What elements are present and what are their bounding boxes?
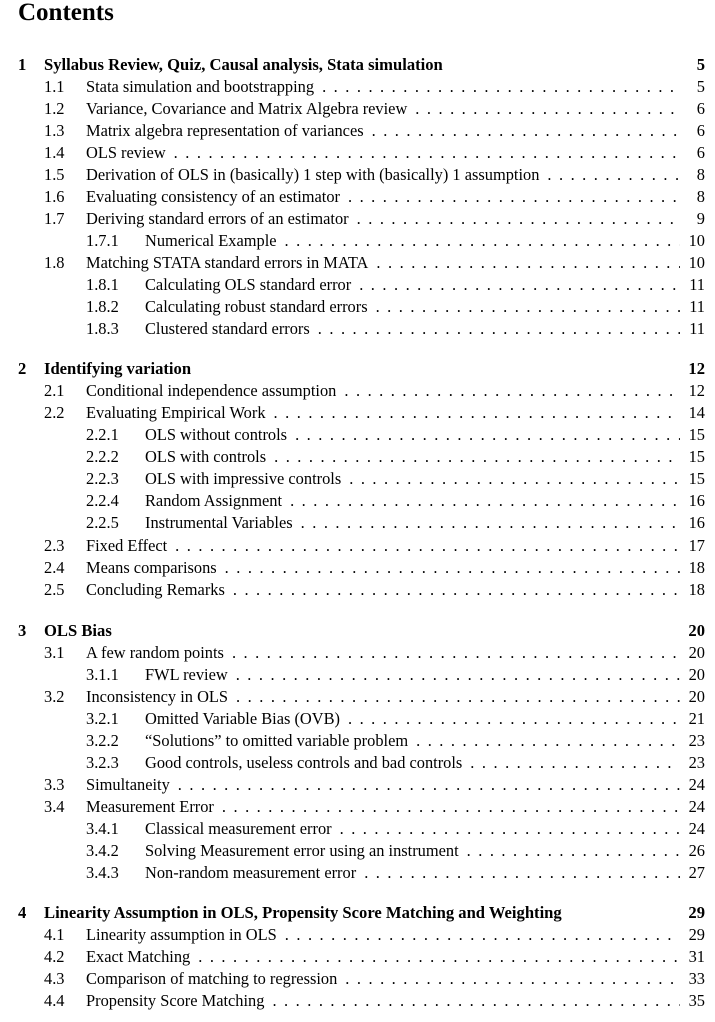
toc-entry-title-text: FWL review bbox=[145, 665, 228, 684]
toc-entry-number: 2.2.3 bbox=[86, 469, 119, 488]
toc-dot-leader bbox=[341, 468, 680, 490]
toc-entry-title-text: Measurement Error bbox=[86, 797, 214, 816]
toc-dot-leader bbox=[166, 142, 680, 164]
toc-entry-title bbox=[145, 818, 680, 840]
toc-entry-title bbox=[86, 208, 680, 230]
toc-entry-title-text: Random Assignment bbox=[145, 491, 283, 510]
toc-entry-page-number: 10 bbox=[688, 231, 705, 250]
toc-section-entry[interactable] bbox=[0, 208, 715, 230]
toc-entry-title-text: Exact Matching bbox=[86, 947, 191, 966]
toc-entry-number: 3.4.1 bbox=[86, 819, 119, 838]
toc-section-entry[interactable] bbox=[0, 76, 715, 98]
toc-entry-title bbox=[44, 620, 705, 642]
toc-entry-page-number: 11 bbox=[689, 319, 705, 338]
toc-entry-title bbox=[86, 968, 680, 990]
toc-entry-title bbox=[86, 946, 680, 968]
toc-entry-title-text: Matrix algebra representation of variances bbox=[86, 121, 364, 140]
toc-section-entry[interactable] bbox=[0, 642, 715, 664]
toc-dot-leader bbox=[228, 664, 680, 686]
toc-dot-leader bbox=[340, 186, 680, 208]
toc-dot-leader bbox=[287, 424, 680, 446]
page-title: Contents bbox=[18, 0, 114, 26]
toc-entry-title bbox=[86, 579, 680, 601]
toc-entry-title bbox=[145, 274, 680, 296]
toc-entry-number: 1.2 bbox=[44, 99, 65, 118]
toc-entry-page-number: 6 bbox=[696, 121, 705, 140]
toc-subsection-entry[interactable] bbox=[0, 468, 715, 490]
toc-entry-title-text: Comparison of matching to regression bbox=[86, 969, 338, 988]
toc-entry-title-text: Conditional independence assumption bbox=[86, 381, 337, 400]
toc-entry-page-number: 35 bbox=[688, 991, 705, 1010]
toc-entry-page-number: 24 bbox=[688, 819, 705, 838]
toc-entry-number: 4.2 bbox=[44, 947, 65, 966]
toc-entry-page-number: 24 bbox=[688, 797, 705, 816]
toc-entry-page-number: 29 bbox=[688, 925, 705, 944]
toc-entry-title bbox=[145, 424, 680, 446]
toc-entry-title bbox=[86, 774, 680, 796]
toc-dot-leader bbox=[214, 796, 680, 818]
toc-dot-leader bbox=[217, 557, 680, 579]
toc-entry-title bbox=[145, 446, 680, 468]
toc-entry-number: 2.2.1 bbox=[86, 425, 119, 444]
toc-entry-page-number: 17 bbox=[688, 536, 705, 555]
toc-entry-title-text: Evaluating Empirical Work bbox=[86, 403, 266, 422]
toc-section-entry[interactable] bbox=[0, 142, 715, 164]
toc-subsection-entry[interactable] bbox=[0, 490, 715, 512]
toc-entry-page-number: 31 bbox=[688, 947, 705, 966]
toc-entry-number: 3.2 bbox=[44, 687, 65, 706]
toc-dot-leader bbox=[266, 402, 680, 424]
toc-entry-title bbox=[86, 535, 680, 557]
toc-entry-page-number: 18 bbox=[688, 580, 705, 599]
toc-entry-title-text: Simultaneity bbox=[86, 775, 170, 794]
toc-entry-title-text: Propensity Score Matching bbox=[86, 991, 265, 1010]
toc-entry-title bbox=[86, 76, 680, 98]
toc-dot-leader bbox=[167, 535, 680, 557]
toc-entry-page-number: 14 bbox=[688, 403, 705, 422]
toc-entry-number: 1.5 bbox=[44, 165, 65, 184]
toc-dot-leader bbox=[407, 98, 680, 120]
toc-entry-title-text: Good controls, useless controls and bad controls bbox=[145, 753, 463, 772]
toc-entry-number: 3.4.2 bbox=[86, 841, 119, 860]
toc-entry-page-number: 20 bbox=[688, 687, 705, 706]
toc-entry-number: 4.4 bbox=[44, 991, 65, 1010]
toc-entry-number: 2.2 bbox=[44, 403, 65, 422]
toc-entry-title-text: Stata simulation and bootstrapping bbox=[86, 77, 315, 96]
toc-entry-number: 2.4 bbox=[44, 558, 65, 577]
toc-section-entry[interactable] bbox=[0, 968, 715, 990]
toc-entry-page-number: 16 bbox=[688, 513, 705, 532]
toc-entry-title-text: Clustered standard errors bbox=[145, 319, 310, 338]
toc-entry-number: 3.2.3 bbox=[86, 753, 119, 772]
toc-dot-leader bbox=[266, 446, 680, 468]
toc-subsection-entry[interactable] bbox=[0, 424, 715, 446]
toc-dot-leader bbox=[293, 512, 680, 534]
toc-entry-title-text: OLS without controls bbox=[145, 425, 288, 444]
toc-entry-title-text: Variance, Covariance and Matrix Algebra review bbox=[86, 99, 408, 118]
toc-dot-leader bbox=[282, 490, 680, 512]
toc-entry-title bbox=[145, 512, 680, 534]
toc-entry-number: 3 bbox=[18, 621, 27, 640]
toc-entry-title bbox=[145, 490, 680, 512]
toc-dot-leader bbox=[190, 946, 680, 968]
toc-entry-title-text: Evaluating consistency of an estimator bbox=[86, 187, 340, 206]
toc-entry-title bbox=[145, 730, 680, 752]
toc-entry-page-number: 9 bbox=[696, 209, 705, 228]
toc-entry-number: 2.3 bbox=[44, 536, 65, 555]
toc-entry-number: 2.2.4 bbox=[86, 491, 119, 510]
toc-dot-leader bbox=[337, 968, 680, 990]
toc-entry-title bbox=[86, 252, 680, 274]
toc-entry-title bbox=[145, 296, 680, 318]
toc-entry-page-number: 27 bbox=[688, 863, 705, 882]
toc-entry-title-text: Inconsistency in OLS bbox=[86, 687, 229, 706]
toc-section-entry[interactable] bbox=[0, 402, 715, 424]
toc-entry-number: 1.8.3 bbox=[86, 319, 119, 338]
toc-entry-page-number: 21 bbox=[688, 709, 705, 728]
toc-entry-number: 1.7 bbox=[44, 209, 65, 228]
toc-entry-number: 1.8.1 bbox=[86, 275, 119, 294]
toc-dot-leader bbox=[356, 862, 680, 884]
toc-dot-leader bbox=[368, 252, 680, 274]
toc-entry-title bbox=[145, 752, 680, 774]
toc-entry-title bbox=[145, 468, 680, 490]
toc-entry-title bbox=[86, 380, 680, 402]
toc-entry-title-text: Classical measurement error bbox=[145, 819, 332, 838]
toc-entry-title-text: Solving Measurement error using an instrument bbox=[145, 841, 459, 860]
toc-dot-leader bbox=[264, 990, 680, 1012]
toc-dot-leader bbox=[310, 318, 680, 340]
toc-entry-number: 1.3 bbox=[44, 121, 65, 140]
toc-entry-number: 4 bbox=[18, 903, 27, 922]
toc-dot-leader bbox=[364, 120, 680, 142]
toc-entry-title-text: Non-random measurement error bbox=[145, 863, 357, 882]
toc-entry-number: 1.7.1 bbox=[86, 231, 119, 250]
toc-subsection-entry[interactable] bbox=[0, 664, 715, 686]
toc-subsection-entry[interactable] bbox=[0, 274, 715, 296]
toc-entry-page-number: 5 bbox=[696, 77, 705, 96]
toc-entry-title-text: OLS with controls bbox=[145, 447, 267, 466]
toc-entry-number: 1 bbox=[18, 55, 27, 74]
toc-section-entry[interactable] bbox=[0, 186, 715, 208]
toc-entry-title bbox=[145, 708, 680, 730]
toc-entry-title-text: Numerical Example bbox=[145, 231, 277, 250]
toc-chapter-entry[interactable] bbox=[0, 54, 715, 76]
toc-entry-number: 4.3 bbox=[44, 969, 65, 988]
toc-section-entry[interactable] bbox=[0, 946, 715, 968]
toc-entry-title bbox=[44, 54, 705, 76]
toc-entry-page-number: 29 bbox=[688, 903, 705, 922]
toc-dot-leader bbox=[462, 752, 680, 774]
toc-entry-title bbox=[86, 990, 680, 1012]
toc-entry-title bbox=[145, 664, 680, 686]
toc-subsection-entry[interactable] bbox=[0, 818, 715, 840]
toc-entry-title bbox=[86, 402, 680, 424]
toc-entry-page-number: 23 bbox=[688, 731, 705, 750]
toc-entry-page-number: 18 bbox=[688, 558, 705, 577]
toc-entry-number: 2.5 bbox=[44, 580, 65, 599]
toc-entry-title-text: Derivation of OLS in (basically) 1 step with (basically) 1 assumption bbox=[86, 165, 540, 184]
toc-entry-title-text: OLS review bbox=[86, 143, 166, 162]
toc-entry-title bbox=[86, 924, 680, 946]
toc-entry-number: 1.6 bbox=[44, 187, 65, 206]
toc-dot-leader bbox=[539, 164, 680, 186]
toc-dot-leader bbox=[277, 230, 680, 252]
toc-entry-number: 3.2.1 bbox=[86, 709, 119, 728]
toc-dot-leader bbox=[228, 686, 680, 708]
toc-entry-title bbox=[44, 358, 705, 380]
toc-entry-title-text: OLS Bias bbox=[44, 621, 112, 640]
toc-entry-title bbox=[86, 186, 680, 208]
toc-subsection-entry[interactable] bbox=[0, 840, 715, 862]
toc-entry-title bbox=[145, 840, 680, 862]
toc-entry-title-text: Calculating robust standard errors bbox=[145, 297, 368, 316]
toc-dot-leader bbox=[277, 924, 680, 946]
toc-entry-title bbox=[145, 230, 680, 252]
toc-entry-page-number: 20 bbox=[688, 621, 705, 640]
toc-subsection-entry[interactable] bbox=[0, 752, 715, 774]
toc-subsection-entry[interactable] bbox=[0, 708, 715, 730]
toc-dot-leader bbox=[224, 642, 680, 664]
toc-entry-title bbox=[86, 164, 680, 186]
toc-subsection-entry[interactable] bbox=[0, 296, 715, 318]
toc-entry-page-number: 24 bbox=[688, 775, 705, 794]
toc-entry-number: 4.1 bbox=[44, 925, 65, 944]
toc-chapter-entry[interactable] bbox=[0, 358, 715, 380]
toc-chapter-entry[interactable] bbox=[0, 620, 715, 642]
toc-subsection-entry[interactable] bbox=[0, 318, 715, 340]
toc-section-entry[interactable] bbox=[0, 252, 715, 274]
toc-entry-title bbox=[86, 120, 680, 142]
toc-entry-title-text: Linearity Assumption in OLS, Propensity Score Matching and Weighting bbox=[44, 903, 562, 922]
toc-section-entry[interactable] bbox=[0, 774, 715, 796]
toc-entry-page-number: 5 bbox=[696, 55, 705, 74]
toc-entry-number: 1.1 bbox=[44, 77, 65, 96]
toc-entry-number: 2 bbox=[18, 359, 27, 378]
toc-entry-page-number: 12 bbox=[688, 381, 705, 400]
toc-entry-title-text: Linearity assumption in OLS bbox=[86, 925, 277, 944]
toc-entry-page-number: 20 bbox=[688, 643, 705, 662]
toc-entry-title-text: Omitted Variable Bias (OVB) bbox=[145, 709, 340, 728]
toc-section-entry[interactable] bbox=[0, 98, 715, 120]
toc-section-entry[interactable] bbox=[0, 924, 715, 946]
toc-entry-title bbox=[86, 98, 680, 120]
toc-entry-title bbox=[86, 686, 680, 708]
toc-entry-number: 3.4 bbox=[44, 797, 65, 816]
toc-section-entry[interactable] bbox=[0, 796, 715, 818]
toc-entry-title bbox=[44, 902, 705, 924]
toc-entry-page-number: 10 bbox=[688, 253, 705, 272]
toc-entry-title bbox=[86, 557, 680, 579]
toc-entry-title-text: Fixed Effect bbox=[86, 536, 168, 555]
toc-entry-page-number: 8 bbox=[696, 187, 705, 206]
toc-entry-title-text: Instrumental Variables bbox=[145, 513, 293, 532]
toc-entry-title-text: “Solutions” to omitted variable problem bbox=[145, 731, 409, 750]
toc-entry-title-text: Identifying variation bbox=[44, 359, 192, 378]
toc-entry-page-number: 16 bbox=[688, 491, 705, 510]
toc-entry-number: 1.8.2 bbox=[86, 297, 119, 316]
toc-entry-page-number: 26 bbox=[688, 841, 705, 860]
toc-entry-title bbox=[145, 318, 680, 340]
toc-subsection-entry[interactable] bbox=[0, 730, 715, 752]
toc-chapter-entry[interactable] bbox=[0, 902, 715, 924]
toc-entry-number: 2.2.2 bbox=[86, 447, 119, 466]
toc-subsection-entry[interactable] bbox=[0, 862, 715, 884]
toc-entry-number: 3.1.1 bbox=[86, 665, 119, 684]
toc-dot-leader bbox=[408, 730, 680, 752]
toc-dot-leader bbox=[349, 208, 680, 230]
toc-entry-title-text: Means comparisons bbox=[86, 558, 217, 577]
toc-entry-title-text: OLS with impressive controls bbox=[145, 469, 342, 488]
toc-entry-number: 1.8 bbox=[44, 253, 65, 272]
toc-entry-number: 3.4.3 bbox=[86, 863, 119, 882]
toc-dot-leader bbox=[459, 840, 680, 862]
toc-entry-title bbox=[86, 642, 680, 664]
toc-dot-leader bbox=[170, 774, 680, 796]
toc-section-entry[interactable] bbox=[0, 990, 715, 1012]
toc-subsection-entry[interactable] bbox=[0, 512, 715, 534]
toc-entry-title bbox=[86, 796, 680, 818]
toc-entry-title-text: Concluding Remarks bbox=[86, 580, 225, 599]
toc-entry-page-number: 6 bbox=[696, 99, 705, 118]
toc-entry-page-number: 12 bbox=[688, 359, 705, 378]
toc-entry-page-number: 15 bbox=[688, 425, 705, 444]
toc-entry-page-number: 33 bbox=[688, 969, 705, 988]
toc-entry-page-number: 11 bbox=[689, 297, 705, 316]
toc-entry-page-number: 23 bbox=[688, 753, 705, 772]
toc-entry-number: 3.1 bbox=[44, 643, 65, 662]
toc-section-entry[interactable] bbox=[0, 686, 715, 708]
toc-entry-page-number: 11 bbox=[689, 275, 705, 294]
toc-entry-title-text: Matching STATA standard errors in MATA bbox=[86, 253, 369, 272]
toc-entry-page-number: 15 bbox=[688, 469, 705, 488]
toc-entry-title bbox=[86, 142, 680, 164]
toc-dot-leader bbox=[225, 579, 680, 601]
toc-dot-leader bbox=[340, 708, 680, 730]
toc-dot-leader bbox=[314, 76, 680, 98]
toc-entry-number: 1.4 bbox=[44, 143, 65, 162]
toc-subsection-entry[interactable] bbox=[0, 230, 715, 252]
toc-section-entry[interactable] bbox=[0, 164, 715, 186]
toc-entry-title-text: Calculating OLS standard error bbox=[145, 275, 352, 294]
toc-entry-title-text: Deriving standard errors of an estimator bbox=[86, 209, 349, 228]
toc-entry-title bbox=[145, 862, 680, 884]
toc-section-entry[interactable] bbox=[0, 579, 715, 601]
toc-entry-page-number: 15 bbox=[688, 447, 705, 466]
toc-entry-title-text: Syllabus Review, Quiz, Causal analysis, Stata simulation bbox=[44, 55, 443, 74]
toc-entry-number: 2.2.5 bbox=[86, 513, 119, 532]
toc-entry-page-number: 6 bbox=[696, 143, 705, 162]
toc-section-entry[interactable] bbox=[0, 557, 715, 579]
toc-entry-title-text: A few random points bbox=[86, 643, 224, 662]
toc-entry-page-number: 8 bbox=[696, 165, 705, 184]
toc-section-entry[interactable] bbox=[0, 380, 715, 402]
toc-dot-leader bbox=[351, 274, 680, 296]
toc-entry-page-number: 20 bbox=[688, 665, 705, 684]
toc-section-entry[interactable] bbox=[0, 120, 715, 142]
toc-entry-number: 3.3 bbox=[44, 775, 65, 794]
toc-entry-number: 3.2.2 bbox=[86, 731, 119, 750]
toc-dot-leader bbox=[336, 380, 680, 402]
toc-dot-leader bbox=[368, 296, 680, 318]
toc-section-entry[interactable] bbox=[0, 535, 715, 557]
toc-entry-number: 2.1 bbox=[44, 381, 65, 400]
toc-subsection-entry[interactable] bbox=[0, 446, 715, 468]
toc-dot-leader bbox=[332, 818, 680, 840]
